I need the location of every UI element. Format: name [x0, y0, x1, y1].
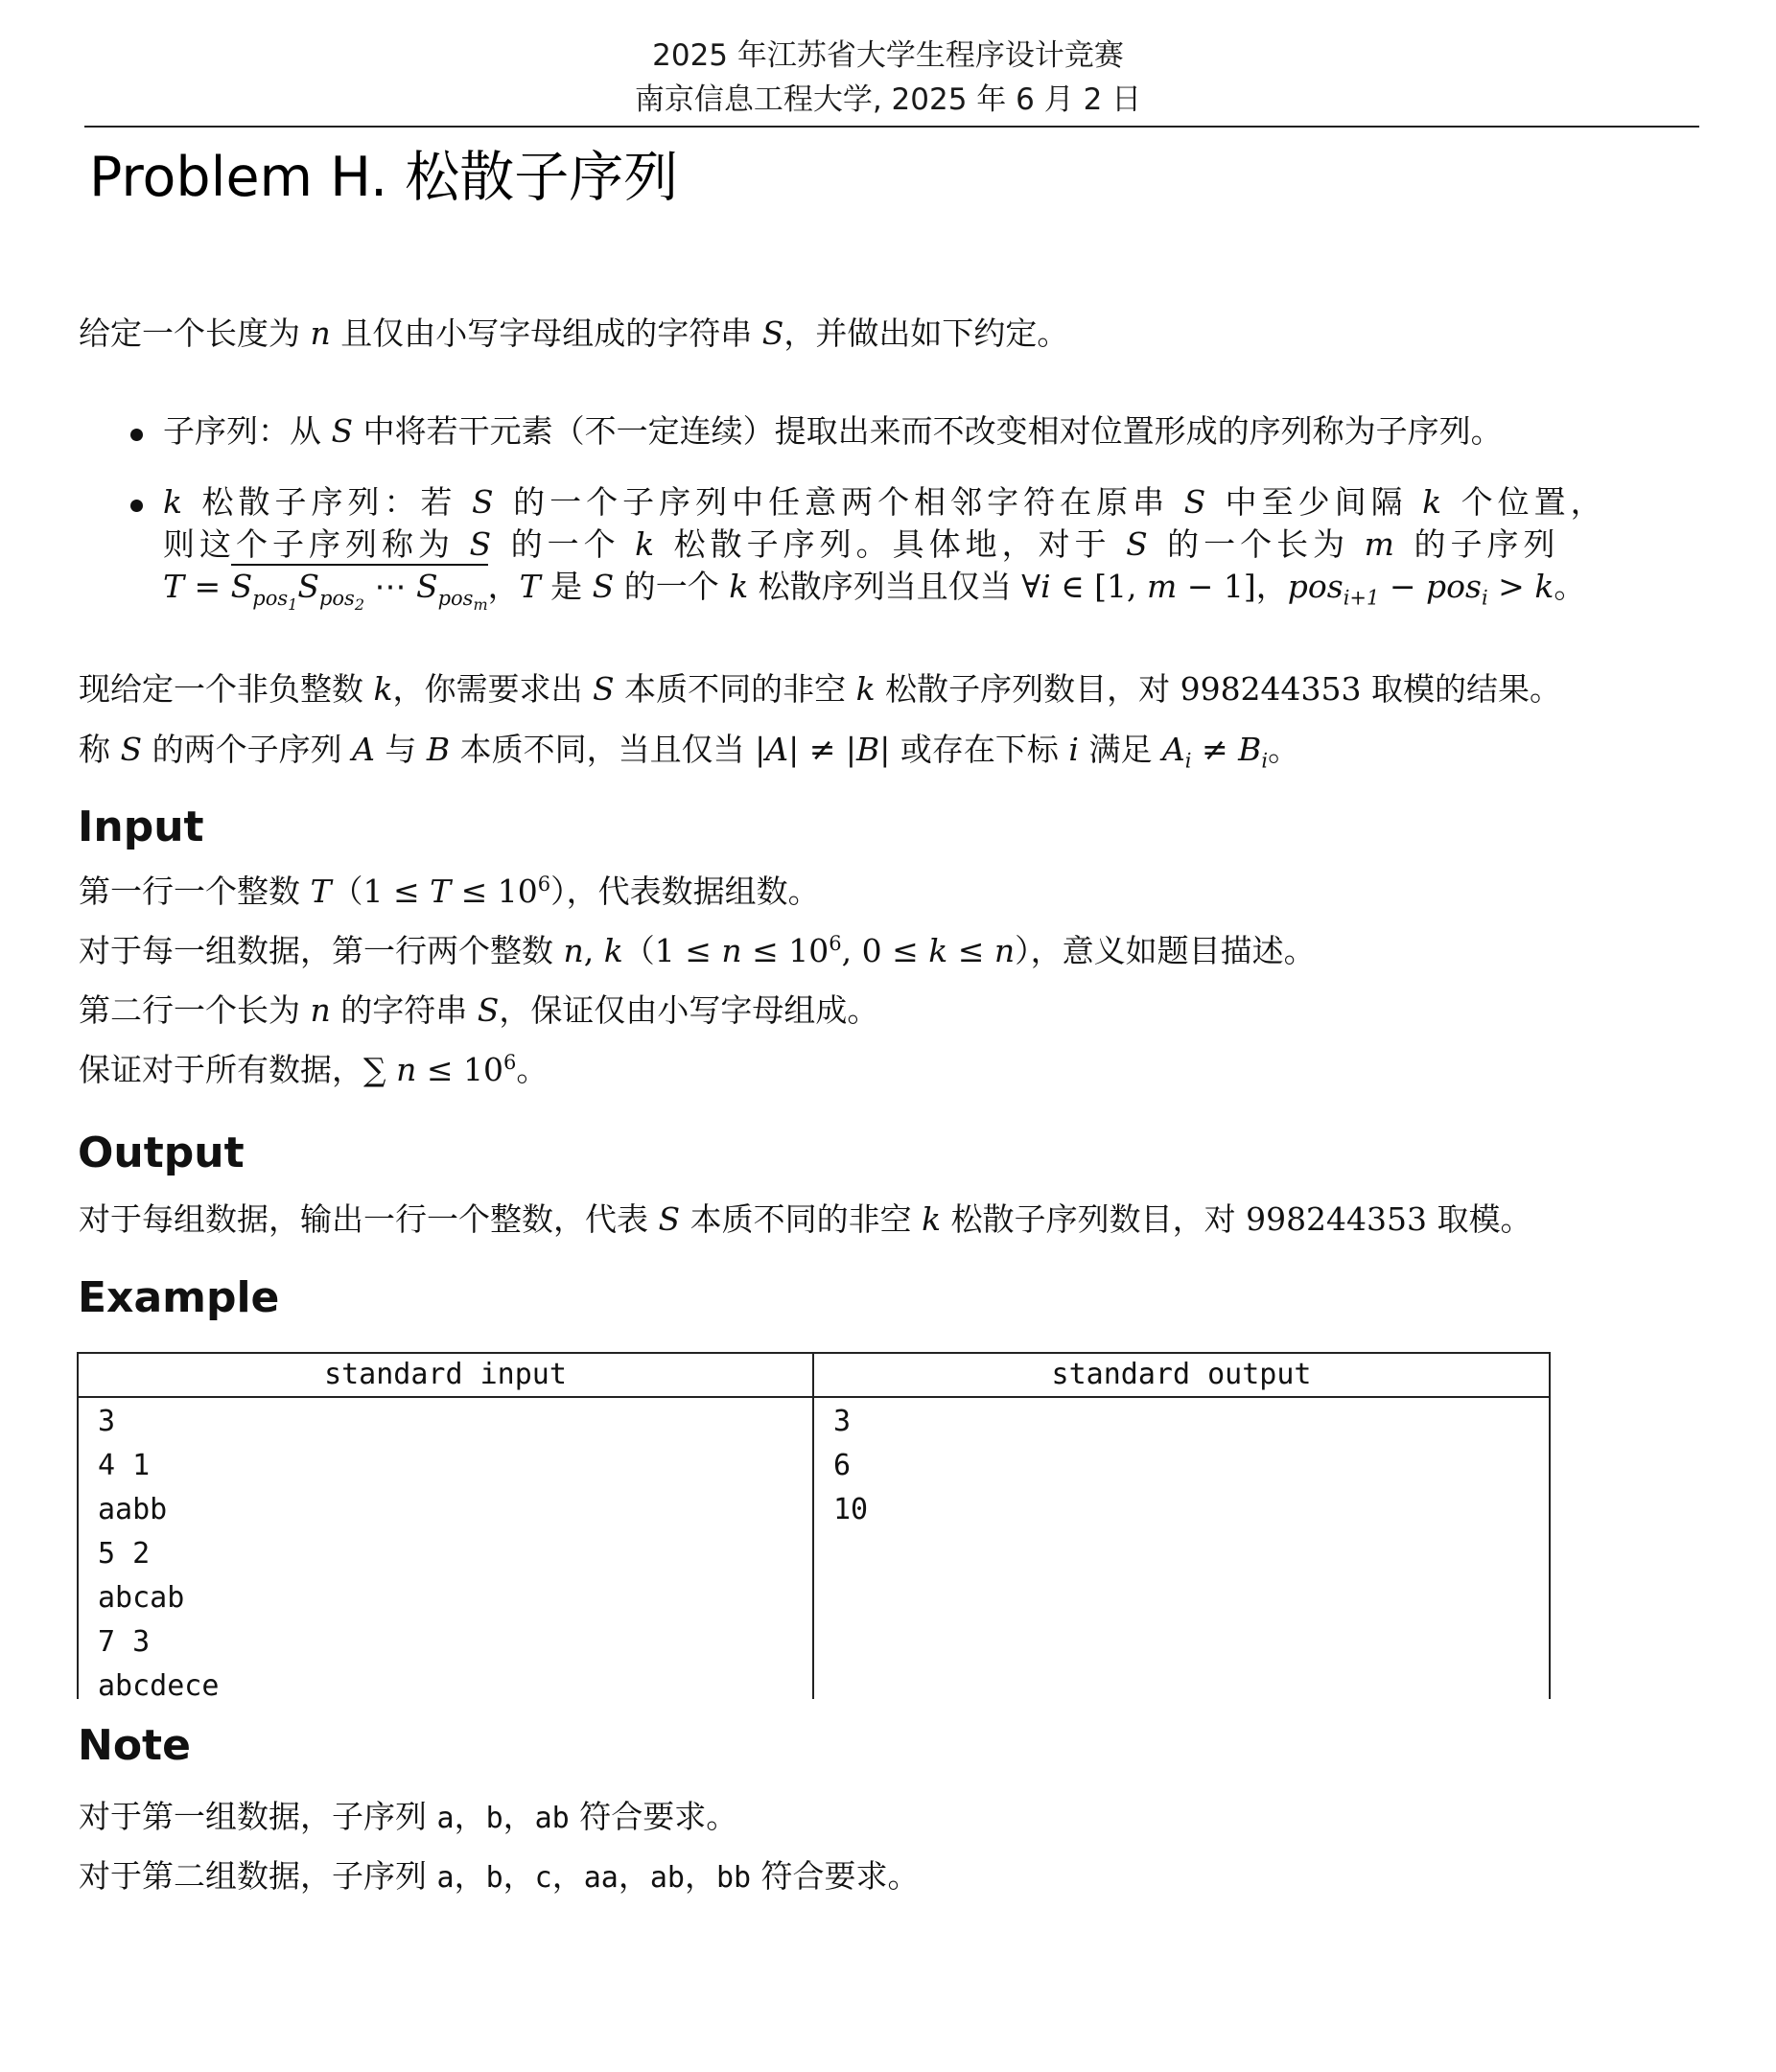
math-A: A [1161, 731, 1185, 768]
definition-text: 则这个子序列称为 [163, 525, 470, 563]
note-text: 符合要求。 [569, 1798, 738, 1835]
input-text: 保证对于所有数据，∑ [79, 1051, 397, 1088]
math-B: B [856, 731, 880, 768]
math-S: S [120, 731, 143, 768]
output-line-1 [79, 1199, 1532, 1241]
contest-name: 2025 年江苏省大学生程序设计竞赛 [652, 38, 1124, 73]
code-subsequence: c [534, 1861, 552, 1895]
intro-text: ，并做出如下约定。 [783, 314, 1069, 352]
task-text: 松散子序列数目，对 998244353 取模的结果。 [875, 670, 1562, 708]
input-text: 对于每一组数据，第一行两个整数 [79, 932, 564, 969]
note-separator: ， [502, 1798, 535, 1835]
input-text: ），代表数据组数。 [550, 873, 820, 910]
input-text: ，保证仅由小写字母组成。 [499, 991, 879, 1029]
definition-text: 的一个 [614, 568, 730, 605]
distinct-text: 满足 [1078, 731, 1162, 768]
definition-text: 的一个 [496, 525, 636, 563]
definition-text: 。 [1554, 568, 1586, 605]
math-greater: > [1487, 568, 1535, 605]
math-pos: pos [437, 586, 474, 610]
bullet-dot [130, 500, 143, 512]
math-minus: − [1379, 568, 1427, 605]
note-separator: ， [454, 1857, 486, 1895]
math-k: k [603, 932, 623, 969]
code-subsequence: bb [715, 1861, 752, 1895]
input-text: ≤ 10 [741, 932, 830, 969]
input-text: ），意义如题目描述。 [1015, 932, 1316, 969]
math-i: i [1068, 731, 1079, 768]
math-index: i [1184, 749, 1192, 773]
example-heading: Example [78, 1273, 280, 1322]
math-S: S [593, 670, 615, 708]
math-pos: pos [1287, 568, 1344, 605]
definition-line-1 [163, 481, 1693, 524]
math-ellipsis: ⋯ [364, 568, 416, 605]
task-text: 现给定一个非负整数 [79, 670, 374, 708]
definition-loose-subsequence [163, 481, 1693, 614]
math-equals: = [184, 568, 231, 605]
note-separator: ， [551, 1857, 584, 1895]
math-k: k [922, 1200, 942, 1238]
definition-line-3 [163, 566, 1693, 614]
definition-text: 的一个子序列中任意两个相邻字符在原串 [498, 483, 1184, 521]
definition-text: 松散序列当且仅当 ∀ [748, 568, 1041, 605]
math-B: B [426, 731, 451, 768]
output-heading: Output [78, 1129, 245, 1177]
example-input-line: aabb [98, 1493, 168, 1526]
task-paragraph [79, 668, 1561, 710]
note-line-1 [79, 1796, 737, 1840]
example-input-line: 5 2 [98, 1537, 151, 1571]
math-index: i+1 [1343, 586, 1380, 610]
input-text: （1 ≤ [622, 932, 722, 969]
math-S: S [761, 314, 784, 352]
input-text: , 0 ≤ [841, 932, 929, 969]
math-exponent: 6 [537, 873, 551, 896]
note-heading: Note [78, 1721, 191, 1770]
math-A: A [765, 731, 789, 768]
input-text: （1 ≤ [331, 873, 431, 910]
code-subsequence: aa [583, 1861, 619, 1895]
intro-text: 且仅由小写字母组成的字符串 [330, 314, 762, 352]
input-text: 的字符串 [330, 991, 478, 1029]
math-index: 2 [354, 594, 364, 614]
distinct-text: 的两个子序列 [142, 731, 353, 768]
math-k: k [855, 670, 876, 708]
intro-text: 给定一个长度为 [79, 314, 311, 352]
problem-title: Problem H. 松散子序列 [89, 146, 679, 209]
math-n: n [396, 1051, 417, 1088]
input-text: 。 [516, 1051, 549, 1088]
contest-venue-date: 南京信息工程大学, 2025 年 6 月 2 日 [634, 82, 1142, 117]
input-text: , [583, 932, 604, 969]
definition-text: 中至少间隔 [1210, 483, 1423, 521]
distinct-text: | 或存在下标 [879, 731, 1069, 768]
math-k: k [729, 568, 749, 605]
math-n: n [310, 991, 331, 1029]
code-subsequence: ab [649, 1861, 685, 1895]
code-subsequence: b [485, 1802, 503, 1835]
math-S: S [415, 568, 438, 605]
math-T: T [519, 568, 541, 605]
definition-line-2 [163, 524, 1693, 566]
math-k: k [1422, 483, 1447, 521]
definition-text: 的一个长为 [1152, 525, 1365, 563]
distinct-text: 本质不同，当且仅当 | [450, 731, 766, 768]
task-text: ，你需要求出 [392, 670, 593, 708]
math-exponent: 6 [502, 1051, 517, 1074]
code-subsequence: b [485, 1861, 503, 1895]
example-input-line: 7 3 [98, 1625, 151, 1659]
math-S: S [230, 568, 253, 605]
math-S: S [297, 568, 319, 605]
header-rule [84, 126, 1699, 128]
distinct-definition-paragraph [79, 729, 1299, 771]
math-T: T [310, 873, 332, 910]
code-subsequence: a [436, 1861, 455, 1895]
distinct-text: | ≠ | [788, 731, 857, 768]
definition-text: 子序列：从 [163, 412, 332, 450]
task-text: 本质不同的非空 [614, 670, 856, 708]
input-text: ≤ 10 [416, 1051, 503, 1088]
definition-text: 中将若干元素（不一定连续）提取出来而不改变相对位置形成的序列称为子序列。 [353, 412, 1503, 450]
math-S: S [1126, 525, 1153, 563]
math-interval: ∈ [1, [1050, 568, 1147, 605]
math-index: i [1261, 749, 1269, 773]
distinct-text: 与 [374, 731, 427, 768]
math-n: n [721, 932, 742, 969]
input-line-1 [79, 871, 820, 913]
input-line-3 [79, 989, 878, 1032]
input-text: ≤ [947, 932, 994, 969]
example-output-body [814, 1398, 1549, 1532]
math-n: n [993, 932, 1016, 969]
math-pos: pos [318, 586, 355, 610]
math-index: i [1481, 586, 1488, 610]
math-interval: − 1]， [1177, 568, 1288, 605]
distinct-text: ≠ [1191, 731, 1239, 768]
math-S: S [592, 568, 615, 605]
bullet-dot [130, 429, 143, 441]
example-input-line: 3 [98, 1405, 116, 1438]
math-A: A [352, 731, 375, 768]
example-input-body [79, 1398, 812, 1709]
example-output-column [814, 1354, 1549, 1699]
definition-text: ， [487, 568, 520, 605]
example-output-line: 10 [833, 1493, 869, 1526]
math-S: S [658, 1200, 681, 1238]
math-B: B [1238, 731, 1262, 768]
code-subsequence: ab [534, 1802, 570, 1835]
example-output-header: standard output [814, 1354, 1549, 1398]
note-separator: ， [684, 1857, 716, 1895]
example-table [77, 1352, 1551, 1703]
input-line-4 [79, 1049, 548, 1091]
math-subsequence-expression [230, 564, 488, 614]
math-m: m [1146, 568, 1178, 605]
definition-text: 个位置， [1446, 483, 1607, 521]
definition-subsequence [163, 410, 1503, 453]
math-k: k [163, 483, 187, 521]
math-S: S [469, 525, 497, 563]
distinct-text: 。 [1268, 731, 1300, 768]
math-k: k [635, 525, 660, 563]
output-text: 松散子序列数目，对 998244353 取模。 [941, 1200, 1532, 1238]
example-input-header: standard input [79, 1354, 812, 1398]
input-text: 第二行一个长为 [79, 991, 311, 1029]
math-S: S [477, 991, 500, 1029]
output-text: 本质不同的非空 [680, 1200, 923, 1238]
example-input-column [79, 1354, 814, 1703]
math-k: k [373, 670, 393, 708]
definition-text: 松散子序列。具体地，对于 [659, 525, 1127, 563]
input-line-2 [79, 930, 1316, 972]
math-index: 1 [288, 594, 298, 614]
example-input-line: abcdece [98, 1669, 220, 1703]
math-n: n [563, 932, 584, 969]
math-S: S [331, 412, 354, 450]
math-n: n [310, 314, 331, 352]
math-T: T [163, 568, 185, 605]
math-T: T [430, 873, 452, 910]
note-separator: ， [502, 1857, 535, 1895]
definition-text: 的子序列 [1398, 525, 1560, 563]
note-text: 符合要求。 [751, 1857, 920, 1895]
math-pos: pos [1426, 568, 1482, 605]
math-k: k [928, 932, 948, 969]
example-input-line: 4 1 [98, 1449, 151, 1482]
intro-paragraph [79, 313, 1068, 355]
definition-text: 是 [540, 568, 593, 605]
math-k: k [1534, 568, 1554, 605]
note-text: 对于第一组数据，子序列 [79, 1798, 437, 1835]
distinct-text: 称 [79, 731, 121, 768]
math-m: m [1364, 525, 1399, 563]
example-output-line: 3 [833, 1405, 852, 1438]
math-i: i [1040, 568, 1051, 605]
note-text: 对于第二组数据，子序列 [79, 1857, 437, 1895]
math-pos: pos [252, 586, 289, 610]
note-line-2 [79, 1855, 920, 1899]
input-text: 第一行一个整数 [79, 873, 311, 910]
example-input-line: abcab [98, 1581, 185, 1615]
example-output-line: 6 [833, 1449, 852, 1482]
definition-text: 松散子序列：若 [187, 483, 472, 521]
math-S: S [471, 483, 499, 521]
math-exponent: 6 [829, 932, 842, 955]
math-index: m [473, 594, 488, 614]
input-text: ≤ 10 [451, 873, 538, 910]
code-subsequence: a [436, 1802, 455, 1835]
input-heading: Input [78, 803, 204, 851]
output-text: 对于每组数据，输出一行一个整数，代表 [79, 1200, 659, 1238]
note-separator: ， [454, 1798, 486, 1835]
math-S: S [1183, 483, 1211, 521]
note-separator: ， [618, 1857, 650, 1895]
